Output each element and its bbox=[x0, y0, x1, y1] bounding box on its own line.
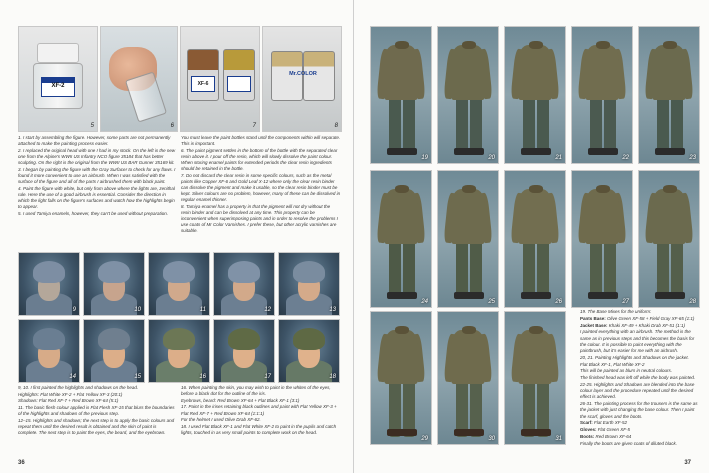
jar-gold bbox=[223, 49, 255, 101]
bust-helmet bbox=[33, 328, 65, 350]
photo-number: 9 bbox=[72, 307, 76, 313]
right-leg bbox=[671, 97, 683, 155]
paragraph: 9, 10. I first painted the highlights and shadows on the head. bbox=[18, 385, 139, 390]
right-leg bbox=[403, 97, 415, 155]
bust-helmet bbox=[228, 328, 260, 350]
text-column-right bbox=[580, 309, 700, 448]
boots bbox=[655, 148, 685, 155]
text-column-2-bottom bbox=[181, 385, 341, 437]
head-photo bbox=[278, 319, 340, 383]
paragraph: 22-25. Highlights and Shadows are blended into the base colour layer and the procedure repeated until the desired effect is achieved. bbox=[580, 381, 695, 400]
photo-number: 13 bbox=[329, 307, 336, 313]
right-leg bbox=[537, 97, 549, 155]
photo-number: 25 bbox=[488, 299, 495, 305]
uniform-photo bbox=[638, 26, 700, 164]
photo-6-pouring-jar bbox=[100, 26, 178, 132]
head-photo bbox=[148, 252, 210, 316]
jar-label-text: XF-2 bbox=[51, 83, 65, 89]
boots bbox=[521, 429, 551, 436]
boots bbox=[454, 429, 484, 436]
paragraph: This will be painted as blurs in neutral colours. bbox=[580, 368, 673, 374]
paragraph: 4. Paint the figure with white, but only from above where the lights are, zenithal rule. Here the use of a good airbrush is essential. Consider the direction in which the light falls on the figure's surfaces and watch how the highlights begin to appear. bbox=[18, 185, 175, 209]
photo-number: 10 bbox=[134, 307, 141, 313]
photo-number: 14 bbox=[69, 374, 76, 380]
left-leg bbox=[523, 97, 535, 155]
paragraph: Jacket Base: Khaki XF-49 + Khaki Drab XF-51 (1:1) bbox=[580, 322, 685, 328]
paragraph: 16. When painting the skin, you may wish to paint in the whites of the eyes, before a black dot for the outline of the iris. bbox=[181, 385, 331, 397]
uniform-photo bbox=[504, 26, 566, 164]
head-photo bbox=[83, 319, 145, 383]
scarf bbox=[663, 185, 677, 193]
photo-number: 28 bbox=[689, 299, 696, 305]
paragraph: 11. The basic flesh colour applied is Flat Flesh XF-15 that blurs the boundaries of the highlights and shadows of the previous step. bbox=[18, 405, 175, 417]
jacket bbox=[384, 330, 418, 384]
uniform-photo bbox=[437, 26, 499, 164]
jacket bbox=[518, 330, 552, 384]
paragraph: Pants Base: Olive Green XF-58 + Field Gray XF-65 (1:1) bbox=[580, 315, 695, 321]
right-page bbox=[354, 0, 709, 473]
paragraph: Boots: Red Brown XF-64 bbox=[580, 433, 632, 439]
scarf bbox=[596, 185, 610, 193]
left-page bbox=[0, 0, 354, 473]
text-column-1-top bbox=[18, 135, 176, 217]
photo-number: 21 bbox=[555, 155, 562, 161]
bust-helmet bbox=[163, 328, 195, 350]
paragraph: Eyebrows, beard: Red Brown XF-64 + Flat Black XF-1 (3:1) bbox=[181, 397, 300, 403]
uniform-photo bbox=[571, 26, 633, 164]
left-leg bbox=[657, 97, 669, 155]
head-photo bbox=[278, 252, 340, 316]
paragraph: 17. Paint in the irises retaining black outlines and paint with Flat Yellow XF-3 + Flat Red XF-7 + Red Brown XF-64 (1:1:1) bbox=[181, 404, 337, 416]
jar-label bbox=[41, 77, 75, 97]
paragraph: You must leave the paint bottles stand until the components within will separate. This is important. bbox=[181, 135, 341, 147]
photo-number: 15 bbox=[134, 374, 141, 380]
photo-number: 27 bbox=[622, 299, 629, 305]
bust-helmet bbox=[228, 261, 260, 283]
head-photo bbox=[83, 252, 145, 316]
jar-label-text: Mr.COLOR bbox=[289, 71, 317, 77]
right-leg bbox=[403, 241, 415, 299]
paragraph: 3. I began by painting the figure with the Gray Surfacer to check for any flaws. I found it more convenient to use an airbrush. When I was satisfied with the surface of the figure and all of the parts I airbrushed them with black paint. bbox=[18, 166, 176, 184]
scarf bbox=[462, 326, 476, 334]
photo-number: 8 bbox=[334, 123, 338, 129]
photo-number: 5 bbox=[90, 123, 94, 129]
left-leg bbox=[523, 241, 535, 299]
paragraph: 2. I replaced the original head with one I had in my stock. On the left is the new one from the Alpine's WWII US Infantry NCO figure 35184 that has better sculpting. On the right is the original from the WWII US BAR Gunner 35169 kit. bbox=[18, 147, 176, 165]
scarf bbox=[529, 41, 543, 49]
scarf bbox=[462, 185, 476, 193]
left-leg bbox=[590, 241, 602, 299]
uniform-photo bbox=[437, 311, 499, 445]
jacket bbox=[652, 189, 686, 244]
jacket bbox=[518, 45, 552, 100]
photo-number: 6 bbox=[170, 123, 174, 129]
bust-helmet bbox=[33, 261, 65, 283]
scarf bbox=[663, 41, 677, 49]
paragraph: Finally the boots are given coats of diluted black. bbox=[580, 440, 678, 446]
paragraph: 12–15. Highlights and shadows; the next step is to apply the basic colours and repeat them until the desired result is obtained and the skin of paint is complete. The next step is to paint the eyes, the beard, and the eyebrows. bbox=[18, 417, 175, 436]
right-leg bbox=[671, 241, 683, 299]
jacket bbox=[451, 189, 485, 244]
glass-jar bbox=[125, 71, 167, 122]
jar-label bbox=[191, 76, 215, 92]
paragraph: Scarf: Flat Earth XF-52 bbox=[580, 420, 628, 426]
right-leg bbox=[537, 241, 549, 299]
uniform-photo bbox=[504, 170, 566, 308]
paragraph: Shadows: Flat Red XF-7 + Red Brown XF-64 (5:1) bbox=[18, 398, 119, 404]
jacket bbox=[451, 45, 485, 100]
paragraph: Gloves: Flat Green XF-5 bbox=[580, 427, 631, 433]
photo-number: 22 bbox=[622, 155, 629, 161]
boots bbox=[521, 148, 551, 155]
paragraph: Highlights: Flat White XF-2 + Flat Yellow XF-3 (20:1) bbox=[18, 391, 123, 397]
jar-copper bbox=[187, 49, 219, 101]
scarf bbox=[462, 41, 476, 49]
uniform-photo bbox=[370, 311, 432, 445]
boots bbox=[588, 148, 618, 155]
right-leg bbox=[470, 97, 482, 155]
paragraph: 20, 21. Painting Highlights and Shadows on the jacket. bbox=[580, 354, 689, 360]
uniform-photo bbox=[638, 170, 700, 308]
left-leg bbox=[590, 97, 602, 155]
paragraph: 8. Tamiya enamel has a property in that the pigment will not dry without the resin binder and can be dissolved at any time. This property can be inconvenient when superimposing paints and in order to resolve the problems I use coats of Mr Color Varnishes. I prefer these, but other acrylic varnishes are suitable. bbox=[181, 203, 338, 234]
left-leg bbox=[456, 97, 468, 155]
photo-number: 16 bbox=[199, 374, 206, 380]
scarf bbox=[529, 326, 543, 334]
scarf bbox=[395, 326, 409, 334]
boots bbox=[454, 292, 484, 299]
boots bbox=[454, 148, 484, 155]
photo-7-metal-paints bbox=[180, 26, 260, 132]
page-number: 36 bbox=[18, 460, 25, 466]
left-leg bbox=[389, 241, 401, 299]
paragraph: 5. I used Tamiya enamels, however, they can't be used without preparation. bbox=[18, 210, 169, 216]
right-leg bbox=[604, 241, 616, 299]
paragraph: 7. Do not discard the clear resin in some specific colours, such as the metal paints like Copper XF-6 and Gold Leaf X-12 where only the clear resin binder can dissolve the pigment and make it usable, so the clear resin binder must be kept. Silver colours are no problem, however, many of these can be dissolved in regular enamel thinner. bbox=[181, 172, 341, 203]
paint-jar bbox=[37, 43, 79, 63]
uniform-photo bbox=[370, 26, 432, 164]
paragraph: The finished head was left off while the body was painted. bbox=[580, 375, 696, 381]
jacket bbox=[652, 45, 686, 100]
photo-number: 18 bbox=[329, 374, 336, 380]
left-leg bbox=[456, 241, 468, 299]
photo-number: 17 bbox=[264, 374, 271, 380]
bust-helmet bbox=[293, 328, 325, 350]
jacket bbox=[585, 189, 619, 244]
boots bbox=[521, 292, 551, 299]
photo-number: 7 bbox=[252, 123, 256, 129]
boots bbox=[655, 292, 685, 299]
jar-label-text: XF-6 bbox=[197, 81, 209, 87]
jacket bbox=[585, 45, 619, 100]
bust-helmet bbox=[293, 261, 325, 283]
bust-helmet bbox=[98, 328, 130, 350]
scarf bbox=[529, 185, 543, 193]
photo-number: 31 bbox=[555, 436, 562, 442]
boots bbox=[387, 148, 417, 155]
paragraph: 6. The paint pigment settles in the bottom of the bottle with the separated clear resin above it. I pour off the resin, which will slowly dissolve the paint colour. When storing enamel paints for extended periods the clear resin ingredients should be retained in the bottle. bbox=[181, 147, 338, 172]
head-photo bbox=[18, 252, 80, 316]
paragraph: 19. The Base Mixes for the uniform: bbox=[580, 309, 652, 314]
boots bbox=[588, 292, 618, 299]
left-leg bbox=[389, 97, 401, 155]
scarf bbox=[395, 185, 409, 193]
photo-number: 20 bbox=[488, 155, 495, 161]
photo-number: 23 bbox=[689, 155, 696, 161]
boots bbox=[387, 429, 417, 436]
paragraph: For the helmet I used Olive Drab XF-62. bbox=[181, 417, 261, 423]
photo-number: 19 bbox=[421, 155, 428, 161]
head-photo bbox=[213, 319, 275, 383]
photo-number: 26 bbox=[555, 299, 562, 305]
head-photo bbox=[213, 252, 275, 316]
page-number: 37 bbox=[684, 460, 691, 466]
jacket bbox=[451, 330, 485, 384]
paragraph: I painted everything with an airbrush. The method is the same as in previous steps and this becomes the basis for the colour. It is possible to paint everything with the paintbrush, but it's easier for me with an airbrush. bbox=[580, 329, 695, 353]
boots bbox=[387, 292, 417, 299]
photo-number: 30 bbox=[488, 436, 495, 442]
uniform-photo bbox=[370, 170, 432, 308]
uniform-photo bbox=[571, 170, 633, 308]
photo-number: 29 bbox=[421, 436, 428, 442]
scarf bbox=[395, 41, 409, 49]
right-leg bbox=[604, 97, 616, 155]
left-leg bbox=[657, 241, 669, 299]
right-leg bbox=[470, 241, 482, 299]
paragraph: 1. I start by assembling the figure. However, some parts are not permanently attached to make the painting process easier. bbox=[18, 135, 171, 147]
paragraph: 26-31. The painting process for the trousers is the same as the jacket with just changing the base colour. Then I paint the scarf, gloves and the boots. bbox=[580, 401, 698, 419]
bust-helmet bbox=[98, 261, 130, 283]
scarf bbox=[596, 41, 610, 49]
photo-number: 11 bbox=[199, 307, 206, 313]
jacket bbox=[384, 189, 418, 244]
head-photo bbox=[18, 319, 80, 383]
jacket bbox=[384, 45, 418, 100]
bust-helmet bbox=[163, 261, 195, 283]
jacket bbox=[518, 189, 552, 244]
paragraph: 18. I used Flat Black XF-1 and Flat White XF-2 to paint in the pupils and catch lights, touched in as very small points to complete work on the head. bbox=[181, 423, 337, 436]
paragraph: Flat Black XF-1, Flat White XF-2 bbox=[580, 361, 645, 367]
text-column-2-top bbox=[181, 135, 341, 235]
uniform-photo bbox=[437, 170, 499, 308]
photo-number: 12 bbox=[264, 307, 271, 313]
head-photo bbox=[148, 319, 210, 383]
photo-8-mr-color bbox=[262, 26, 342, 132]
uniform-photo bbox=[504, 311, 566, 445]
photo-5-paint-jar bbox=[18, 26, 98, 132]
text-column-1-bottom bbox=[18, 385, 176, 437]
photo-number: 24 bbox=[421, 299, 428, 305]
